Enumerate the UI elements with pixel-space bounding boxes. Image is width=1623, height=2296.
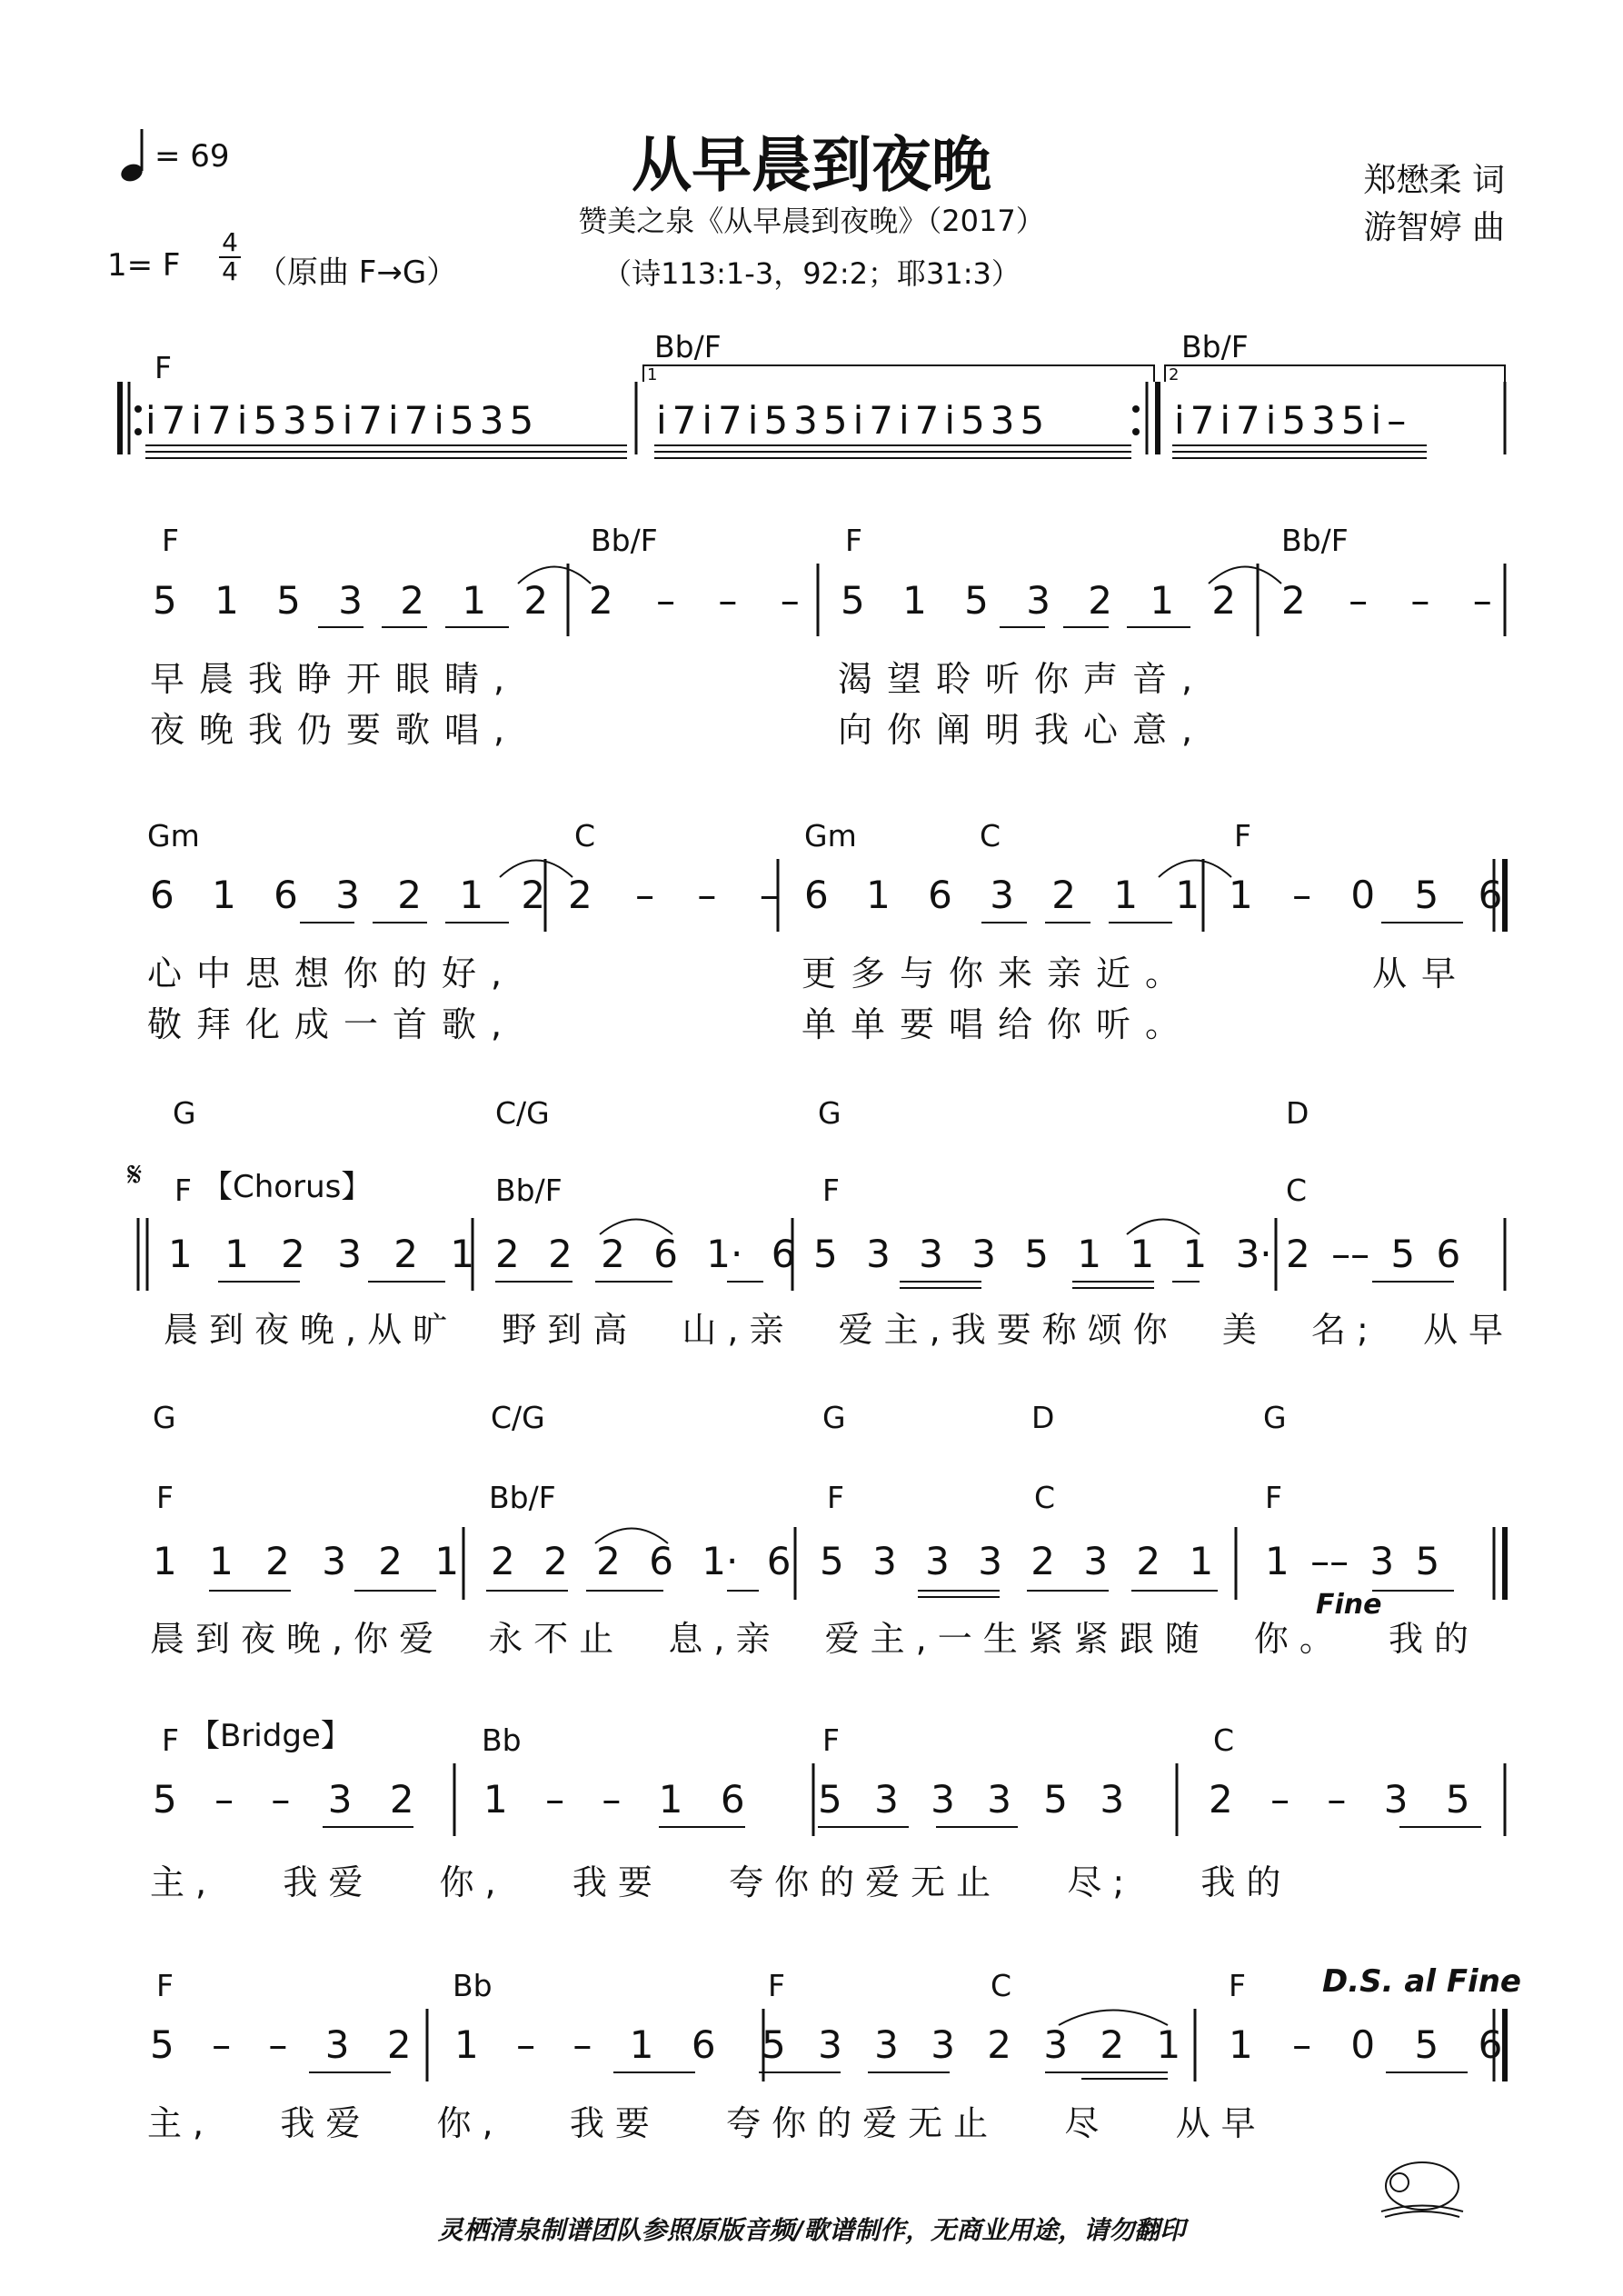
lyric-bridge: 主, 我爱 你, 我要 夸你的爱无止 尽; 我的 [150, 1862, 1292, 1902]
notation-line-5c: 5 3 3 3 2 3 2 1 [820, 1539, 1214, 1583]
lyricist-credit: 郑懋柔 词 [1363, 162, 1505, 199]
notation-line-4c: 5 3 3 3 5 1 1 1 3· [813, 1232, 1272, 1276]
lyric-verse1: 从早 [1372, 953, 1471, 993]
chord: C [574, 818, 596, 854]
notation-line-4b: 2 2 2 6 1· 6 [495, 1232, 796, 1276]
segno-icon: 𝄋 [127, 1154, 143, 1194]
lyric-verse2: 敬拜化成一首歌, [147, 1004, 517, 1044]
notation-line-6a: 5 – – 3 2 [153, 1777, 414, 1822]
notation-line-2a: 5 1 5 3 2 1 2 [153, 578, 549, 623]
chord-upper: G [153, 1400, 176, 1435]
notation-line-5a: 1 1 2 3 2 1 [153, 1539, 460, 1583]
chord: F [822, 1173, 840, 1208]
chord: F [162, 1722, 179, 1758]
ds-al-fine-marker: D.S. al Fine [1322, 1963, 1521, 2000]
chord: F [845, 523, 862, 558]
chord: C [991, 1968, 1012, 2003]
chord: F [154, 350, 172, 385]
chord: F [156, 1968, 174, 2003]
chord: C [980, 818, 1001, 854]
chord: F [1265, 1480, 1282, 1515]
notation-line-6d: 2 – – 3 5 [1209, 1777, 1470, 1822]
notation-line-7a: 5 – – 3 2 [150, 2022, 412, 2067]
chord: Bb [482, 1722, 522, 1758]
notation-line-5b: 2 2 2 6 1· 6 [491, 1539, 792, 1583]
lyric-chorus: 晨到夜晚,你爱 永不止 息,亲 爱主,一生紧紧跟随 你。 我的 [150, 1619, 1480, 1659]
chord: Bb/F [489, 1480, 556, 1515]
chord-upper: G [1263, 1400, 1287, 1435]
notation-line-6c: 5 3 3 3 5 3 [818, 1777, 1125, 1822]
original-key-note: （原曲 F→G） [256, 255, 458, 291]
ending-1-label: 1 [647, 365, 658, 384]
lyric-bridge: 主, 我爱 你, 我要 夸你的爱无止 尽 从早 [147, 2103, 1267, 2143]
bridge-label: 【Bridge】 [189, 1718, 352, 1754]
chord-upper: D [1031, 1400, 1055, 1435]
chord: Bb/F [1281, 523, 1349, 558]
meter-top: 4 [222, 227, 238, 257]
chord-upper: D [1286, 1095, 1309, 1131]
chord-upper: C/G [495, 1095, 550, 1131]
notation-line-2b: 2 – – – [589, 578, 800, 623]
lyric-chorus: 晨到夜晚,从旷 野到高 山,亲 爱主,我要称颂你 美 名; 从早 [164, 1310, 1514, 1350]
chord: Gm [804, 818, 857, 854]
song-subtitle: 赞美之泉《从早晨到夜晚》（2017） [578, 204, 1045, 238]
scripture-reference: （诗113:1-3，92:2；耶31:3） [602, 256, 1021, 291]
notation-line-2d: 2 – – – [1281, 578, 1492, 623]
lyric-verse2: 单单要唱给你听。 [802, 1004, 1195, 1044]
lyric-verse1: 渴望聆听你声音, [838, 659, 1208, 699]
chord: F [1234, 818, 1251, 854]
notation-line-6b: 1 – – 1 6 [483, 1777, 745, 1822]
notation-line-2c: 5 1 5 3 2 1 2 [841, 578, 1237, 623]
chord: F [174, 1173, 192, 1208]
tempo-marking: = 69 [154, 138, 230, 175]
chord: C [1286, 1173, 1308, 1208]
chord-upper: C/G [491, 1400, 545, 1435]
notation-line-1: i̇7i̇7i̇535i̇7i̇7i̇535 [145, 398, 540, 443]
notation-line-3c: 6 1 6 3 2 1 1 [804, 873, 1200, 917]
chord: Bb [453, 1968, 493, 2003]
footer-note: 灵栖清泉制谱团队参照原版音频/歌谱制作，无商业用途，请勿翻印 [437, 2215, 1186, 2245]
sheep-logo [1372, 2141, 1472, 2226]
chord: Bb/F [1181, 329, 1249, 364]
chord: Gm [147, 818, 200, 854]
notation-line-7d: 1 – 0 5 6 [1229, 2022, 1503, 2067]
notation-line-4a: 1 1 2 3 2 1 [168, 1232, 475, 1276]
chord: F [827, 1480, 844, 1515]
key-signature: 1= F [107, 247, 181, 284]
lyric-verse2: 夜晚我仍要歌唱, [150, 710, 520, 750]
chord: F [1229, 1968, 1246, 2003]
notation-line-4d: 2 –– 5 6 [1286, 1232, 1461, 1276]
ending-2-label: 2 [1169, 365, 1180, 384]
chord-upper: G [173, 1095, 196, 1131]
chord: C [1213, 1722, 1235, 1758]
chord: F [156, 1480, 174, 1515]
lyric-verse2: 向你阐明我心意, [838, 710, 1208, 750]
chord: Bb/F [591, 523, 658, 558]
fine-marker: Fine [1316, 1589, 1382, 1621]
meter-bottom: 4 [222, 256, 238, 286]
lyric-verse1: 心中思想你的好, [147, 953, 517, 993]
notation-line-3a: 6 1 6 3 2 1 2 [150, 873, 546, 917]
notation-line-1b: i̇7i̇7i̇535i̇7i̇7i̇535 [656, 398, 1050, 443]
chord-upper: G [822, 1400, 846, 1435]
song-title: 从早晨到夜晚 [632, 130, 991, 200]
notation-line-7b: 1 – – 1 6 [454, 2022, 716, 2067]
chorus-label: 【Chorus】 [202, 1169, 373, 1205]
chord-upper: G [818, 1095, 841, 1131]
chord: Bb/F [654, 329, 722, 364]
lyric-verse1: 早晨我睁开眼睛, [150, 659, 520, 699]
notation-line-5d: 1 –– 3 5 [1265, 1539, 1440, 1583]
chord: F [162, 523, 179, 558]
chord: Bb/F [495, 1173, 563, 1208]
composer-credit: 游智婷 曲 [1363, 209, 1505, 246]
notation-line-1c: i̇7i̇7i̇535i̇– [1174, 398, 1412, 443]
notation-line-3d: 1 – 0 5 6 [1229, 873, 1503, 917]
chord: C [1034, 1480, 1056, 1515]
lyric-verse1: 更多与你来亲近。 [802, 953, 1195, 993]
chord: F [822, 1722, 840, 1758]
chord: F [768, 1968, 785, 2003]
notation-line-7c: 5 3 3 3 2 3 2 1 [762, 2022, 1181, 2067]
notation-line-3b: 2 – – – [568, 873, 779, 917]
